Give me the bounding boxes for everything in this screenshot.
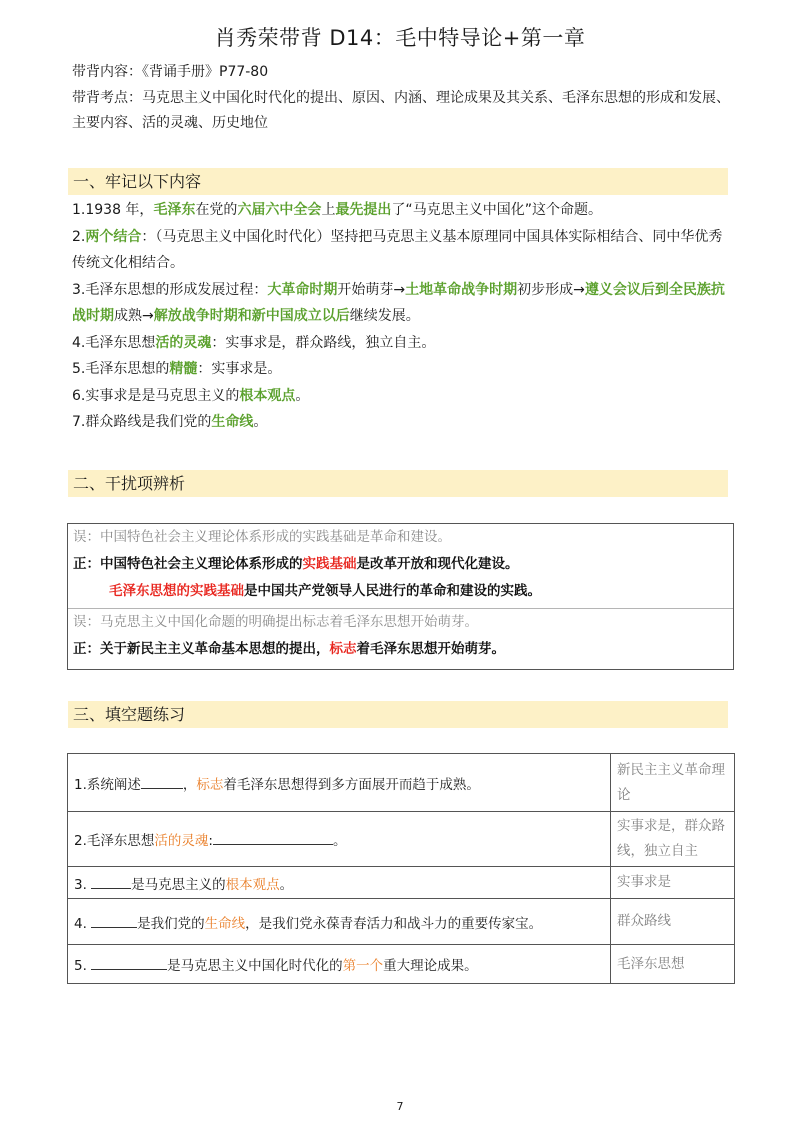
content-info: 带背内容：《背诵手册》P77-80 [72, 64, 269, 80]
memorize-list [72, 197, 732, 436]
list-item: 4.毛泽东思想活的灵魂：实事求是，群众路线，独立自主。 [72, 334, 436, 351]
list-item: 1.1938 年，毛泽东在党的六届六中全会上最先提出了“马克思主义中国化”这个命题。 [72, 202, 602, 218]
list-item: 7.群众路线是我们党的生命线。 [72, 414, 268, 430]
list-item: 2.两个结合：（马克思主义中国化时代化）坚持把马克思主义基本原理同中国具体实际相结合、同中华优秀传统文化相结合。 [72, 228, 723, 271]
answer-blank[interactable] [91, 955, 167, 970]
page-number: 7 [396, 1100, 404, 1113]
table-row [68, 754, 735, 812]
question-cell: 1.系统阐述 ，标志着毛泽东思想得到多方面展开而趋于成熟。 [68, 754, 611, 812]
correct-statement-1: 正：中国特色社会主义理论体系形成的实践基础是改革开放和现代化建设。 [73, 556, 519, 572]
question-cell: 3. 是马克思主义的根本观点。 [68, 867, 611, 899]
table-row [68, 867, 735, 899]
distractor-box [67, 523, 734, 670]
section-heading-distractors: 二、干扰项辨析 [68, 470, 728, 497]
correct-statement-1b: 毛泽东思想的实践基础是中国共产党领导人民进行的革命和建设的实践。 [109, 583, 541, 599]
wrong-statement-2: 误：马克思主义中国化命题的明确提出标志着毛泽东思想开始萌芽。 [73, 614, 478, 630]
list-item: 6.实事求是是马克思主义的根本观点。 [72, 387, 310, 404]
answer-cell: 群众路线 [611, 899, 735, 945]
section-heading-fill-blanks: 三、填空题练习 [68, 701, 728, 728]
list-item: 5.毛泽东思想的精髓：实事求是。 [72, 361, 282, 377]
question-cell: 4. 是我们党的生命线，是我们党永葆青春活力和战斗力的重要传家宝。 [68, 899, 611, 945]
points-info: 带背考点：马克思主义中国化时代化的提出、原因、内涵、理论成果及其关系、毛泽东思想的形成和发展、主要内容、活的灵魂、历史地位 [72, 90, 730, 131]
question-cell: 5. 是马克思主义中国化时代化的第一个重大理论成果。 [68, 945, 611, 984]
wrong-statement-1: 误：中国特色社会主义理论体系形成的实践基础是革命和建设。 [73, 529, 451, 545]
section-heading-memorize: 一、牢记以下内容 [68, 168, 728, 195]
answer-cell: 新民主主义革命理论 [611, 754, 735, 812]
answer-cell: 毛泽东思想 [611, 945, 735, 984]
table-row [68, 945, 735, 984]
question-cell: 2.毛泽东思想活的灵魂: 。 [68, 812, 611, 867]
fill-blank-table [67, 753, 735, 984]
answer-cell: 实事求是 [611, 867, 735, 899]
answer-blank[interactable] [141, 774, 183, 789]
answer-blank[interactable] [213, 830, 333, 845]
table-row [68, 899, 735, 945]
answer-blank[interactable] [91, 913, 137, 928]
table-row [68, 812, 735, 867]
answer-cell: 实事求是，群众路线，独立自主 [611, 812, 735, 867]
list-item: 3.毛泽东思想的形成发展过程：大革命时期开始萌芽→土地革命战争时期初步形成→遵义会议后到全民族抗战时期成熟→解放战争时期和新中国成立以后继续发展。 [72, 281, 725, 324]
answer-blank[interactable] [91, 874, 131, 889]
page-title: 肖秀荣带背 D14：毛中特导论+第一章 [214, 26, 586, 50]
correct-statement-2: 正：关于新民主主义革命基本思想的提出，标志着毛泽东思想开始萌芽。 [73, 641, 505, 657]
